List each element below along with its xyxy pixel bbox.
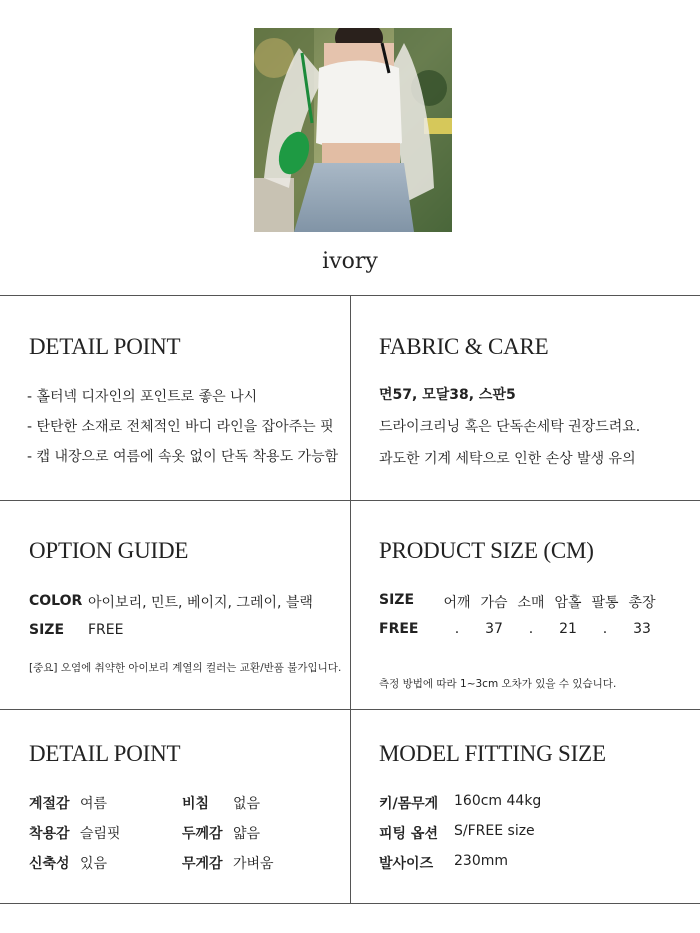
attribute-value: 얇음: [233, 826, 261, 842]
attribute-value: 가벼움: [233, 856, 274, 872]
model-info-label: 발사이즈: [379, 856, 434, 872]
product-photo: [254, 28, 452, 232]
detail-point-item: - 홀터넥 디자인의 포인트로 좋은 나시: [27, 389, 258, 405]
size-value: FREE: [88, 622, 124, 638]
fabric-care-title: FABRIC & CARE: [379, 334, 549, 359]
size-table-row-label: FREE: [379, 621, 419, 637]
size-column-length: 총장: [628, 595, 656, 611]
attribute-value: 여름: [80, 796, 108, 812]
size-column-armhole: 암홀: [554, 595, 582, 611]
attribute-label: 비침: [182, 796, 210, 812]
size-column-chest: 가슴: [480, 595, 508, 611]
model-info-label: 키/몸무게: [379, 796, 439, 812]
attribute-label: 두께감: [182, 826, 223, 842]
size-column-arm-width: 팔통: [591, 595, 619, 611]
product-photo-illustration: [254, 28, 452, 232]
divider-line-vertical: [350, 295, 351, 903]
detail-point-item: - 캡 내장으로 여름에 속옷 없이 단독 착용도 가능함: [27, 449, 339, 465]
size-value-arm-width: .: [602, 621, 608, 637]
size-column-shoulder: 어깨: [443, 595, 471, 611]
model-info-value: 230mm: [454, 853, 508, 869]
attribute-value: 없음: [233, 796, 261, 812]
fabric-composition: 면57, 모달38, 스판5: [379, 387, 516, 403]
model-info-label: 피팅 옵션: [379, 826, 438, 842]
option-notice: [중요] 오염에 취약한 아이보리 계열의 컬러는 교환/반품 불가입니다.: [29, 662, 342, 674]
product-size-title: PRODUCT SIZE (CM): [379, 538, 594, 563]
option-guide-title: OPTION GUIDE: [29, 538, 189, 563]
detail-point-item: - 탄탄한 소재로 전체적인 바디 라인을 잡아주는 핏: [27, 419, 334, 435]
size-table-header-label: SIZE: [379, 592, 415, 608]
attribute-value: 있음: [80, 856, 108, 872]
care-instruction: 과도한 기계 세탁으로 인한 손상 발생 유의: [379, 451, 636, 467]
attribute-label: 착용감: [29, 826, 70, 842]
detail-point-title: DETAIL POINT: [29, 741, 181, 766]
color-caption: ivory: [322, 249, 378, 274]
model-fitting-title: MODEL FITTING SIZE: [379, 741, 606, 766]
color-label: COLOR: [29, 593, 83, 609]
size-label: SIZE: [29, 622, 65, 638]
attribute-label: 무게감: [182, 856, 223, 872]
attribute-value: 슬림핏: [80, 826, 121, 842]
care-instruction: 드라이크리닝 혹은 단독손세탁 권장드려요.: [379, 419, 641, 435]
detail-point-title: DETAIL POINT: [29, 334, 181, 359]
divider-line: [0, 903, 700, 904]
color-value: 아이보리, 민트, 베이지, 그레이, 블랙: [88, 595, 313, 611]
size-value-shoulder: .: [454, 621, 460, 637]
size-value-chest: 37: [485, 621, 503, 637]
attribute-label: 신축성: [29, 856, 70, 872]
size-note: 측정 방법에 따라 1~3cm 오차가 있을 수 있습니다.: [379, 678, 617, 690]
size-value-length: 33: [633, 621, 651, 637]
model-info-value: 160cm 44kg: [454, 793, 542, 809]
size-value-sleeve: .: [528, 621, 534, 637]
size-column-sleeve: 소매: [517, 595, 545, 611]
size-value-armhole: 21: [559, 621, 577, 637]
attribute-label: 계절감: [29, 796, 70, 812]
model-info-value: S/FREE size: [454, 823, 535, 839]
